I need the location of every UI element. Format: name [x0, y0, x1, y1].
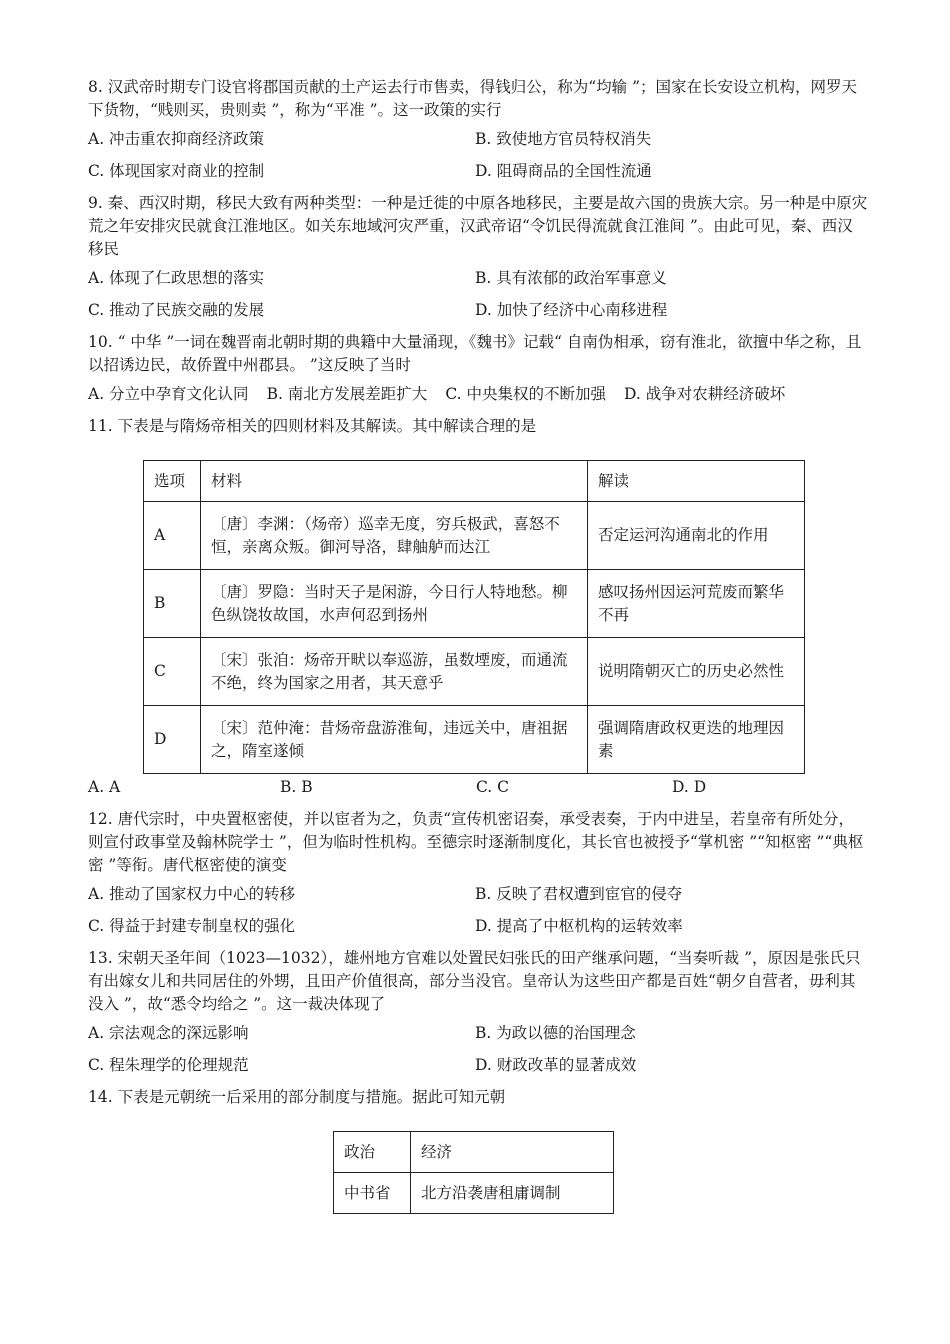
table-row: [144, 638, 805, 706]
table-cell: A: [144, 502, 201, 570]
option-d[interactable]: D. D: [672, 778, 707, 796]
question-9-stem: 9. 秦、西汉时期，移民大致有两种类型：一种是迁徙的中原各地移民，主要是故六国的贵族大宗。另一种是中原灾荒之年安排灾民就食江淮地区。如关东地域河灾严重，汉武帝诏“令饥民得流就食江淮间 ”。由此可见，秦、西汉移民: [88, 194, 868, 258]
option-b[interactable]: B. 为政以德的治国理念: [475, 1024, 636, 1042]
question-8: [88, 76, 868, 192]
table-row: [144, 570, 805, 638]
table-cell: 强调隋唐政权更迭的地理因素: [588, 706, 805, 774]
table-cell: 中书省: [334, 1173, 411, 1214]
table-cell: 否定运河沟通南北的作用: [588, 502, 805, 570]
option-b[interactable]: B. 反映了君权遭到宦官的侵夺: [475, 885, 683, 903]
option-d[interactable]: D. 阻碍商品的全国性流通: [475, 162, 652, 180]
question-9: [88, 192, 868, 331]
question-12-stem: 12. 唐代宗时，中央置枢密使，并以宦者为之，负责“宣传机密诏奏，承受表奏，于内中进呈，若皇帝有所处分，则宣付政事堂及翰林院学士 ”，但为临时性机构。至德宗时逐渐制度化，其长官也被授予“掌机密 ”“知枢密 ”“典枢密 ”等衔。唐代枢密使的演变: [88, 810, 864, 874]
question-13-stem: 13. 宋朝天圣年间（1023—1032），雄州地方官难以处置民妇张氏的田产继承问题，“当奏听裁 ”，原因是张氏只有出嫁女儿和共同居住的外甥，且田产价值很高，部分当没官。皇帝认为这些田产都是百姓“朝夕自营者，毋利其没入 ”，故“悉令均给之 ”。这一裁决体现了: [88, 949, 861, 1013]
option-d[interactable]: D. 财政改革的显著成效: [475, 1056, 637, 1074]
option-d[interactable]: D. 战争对农耕经济破坏: [623, 385, 786, 403]
option-a[interactable]: A. 推动了国家权力中心的转移: [88, 885, 296, 903]
option-c[interactable]: C. 体现国家对商业的控制: [88, 162, 265, 180]
question-13-options: [88, 1022, 868, 1086]
option-b[interactable]: B. 致使地方官员特权消失: [475, 130, 652, 148]
question-14-stem: 14. 下表是元朝统一后采用的部分制度与措施。据此可知元朝: [88, 1088, 506, 1106]
table-header-cell: 政治: [334, 1132, 411, 1173]
question-8-stem: 8. 汉武帝时期专门设官将郡国贡献的土产运去行市售卖，得钱归公，称为“均输 ”；国家在长安设立机构，网罗天下货物，“贱则买，贵则卖 ”，称为“平准 ”。这一政策的实行: [88, 78, 857, 119]
table-cell: B: [144, 570, 201, 638]
table-row: [144, 502, 805, 570]
option-c[interactable]: C. 得益于封建专制皇权的强化: [88, 917, 296, 935]
exam-page: [88, 76, 868, 1214]
table-cell: 说明隋朝灭亡的历史必然性: [588, 638, 805, 706]
table-header-cell: 材料: [201, 461, 588, 502]
table-cell: 〔宋〕范仲淹：昔炀帝盘游淮甸，违远关中，唐祖据之，隋室遂倾: [201, 706, 588, 774]
option-c[interactable]: C. 中央集权的不断加强: [445, 385, 606, 403]
option-c[interactable]: C. 推动了民族交融的发展: [88, 301, 265, 319]
table-header-cell: 经济: [411, 1132, 614, 1173]
table-header-cell: 解读: [588, 461, 805, 502]
option-a[interactable]: A. 冲击重农抑商经济政策: [88, 130, 265, 148]
table-header-row: [334, 1132, 614, 1173]
question-11-stem: 11. 下表是与隋炀帝相关的四则材料及其解读。其中解读合理的是: [88, 417, 537, 435]
table-cell: 感叹扬州因运河荒废而繁华不再: [588, 570, 805, 638]
table-row: [334, 1173, 614, 1214]
option-b[interactable]: B. 南北方发展差距扩大: [266, 385, 428, 403]
table-header-cell: 选项: [144, 461, 201, 502]
question-11: [88, 415, 868, 808]
table-row: [144, 706, 805, 774]
option-a[interactable]: A. 体现了仁政思想的落实: [88, 269, 265, 287]
table-cell: 〔宋〕张洎：炀帝开畎以奉巡游，虽数堙废，而通流不绝，终为国家之用者，其天意乎: [201, 638, 588, 706]
option-c[interactable]: C. C: [476, 778, 510, 796]
question-11-table: [143, 460, 805, 774]
question-9-options: [88, 267, 868, 331]
table-cell: C: [144, 638, 201, 706]
question-12: [88, 808, 868, 947]
option-a[interactable]: A. A: [88, 778, 121, 796]
option-a[interactable]: A. 宗法观念的深远影响: [88, 1024, 249, 1042]
question-14: [88, 1086, 868, 1214]
table-cell: 〔唐〕罗隐：当时天子是闲游，今日行人特地愁。柳色纵饶妆故国，水声何忍到扬州: [201, 570, 588, 638]
option-c[interactable]: C. 程朱理学的伦理规范: [88, 1056, 249, 1074]
table-header-row: [144, 461, 805, 502]
question-10-options: [88, 383, 868, 415]
option-d[interactable]: D. 提高了中枢机构的运转效率: [475, 917, 683, 935]
question-10-stem: 10. “ 中华 ”一词在魏晋南北朝时期的典籍中大量涌现，《魏书》记载“ 自南伪相承，窃有淮北，欲擅中华之称，且以招诱边民，故侨置中州郡县。 ”这反映了当时: [88, 333, 862, 374]
table-cell: D: [144, 706, 201, 774]
question-10: [88, 331, 868, 415]
table-cell: 北方沿袭唐租庸调制: [411, 1173, 614, 1214]
option-b[interactable]: B. B: [280, 778, 313, 796]
table-cell: 〔唐〕李渊：（炀帝）巡幸无度，穷兵极武，喜怒不恒，亲离众叛。御河导洛，肆舳舻而达江: [201, 502, 588, 570]
question-12-options: [88, 883, 868, 947]
question-11-options: [88, 776, 868, 808]
option-d[interactable]: D. 加快了经济中心南移进程: [475, 301, 668, 319]
option-b[interactable]: B. 具有浓郁的政治军事意义: [475, 269, 667, 287]
option-a[interactable]: A. 分立中孕育文化认同: [88, 385, 249, 403]
question-8-options: [88, 128, 868, 192]
question-14-table: [333, 1131, 614, 1214]
question-13: [88, 947, 868, 1086]
